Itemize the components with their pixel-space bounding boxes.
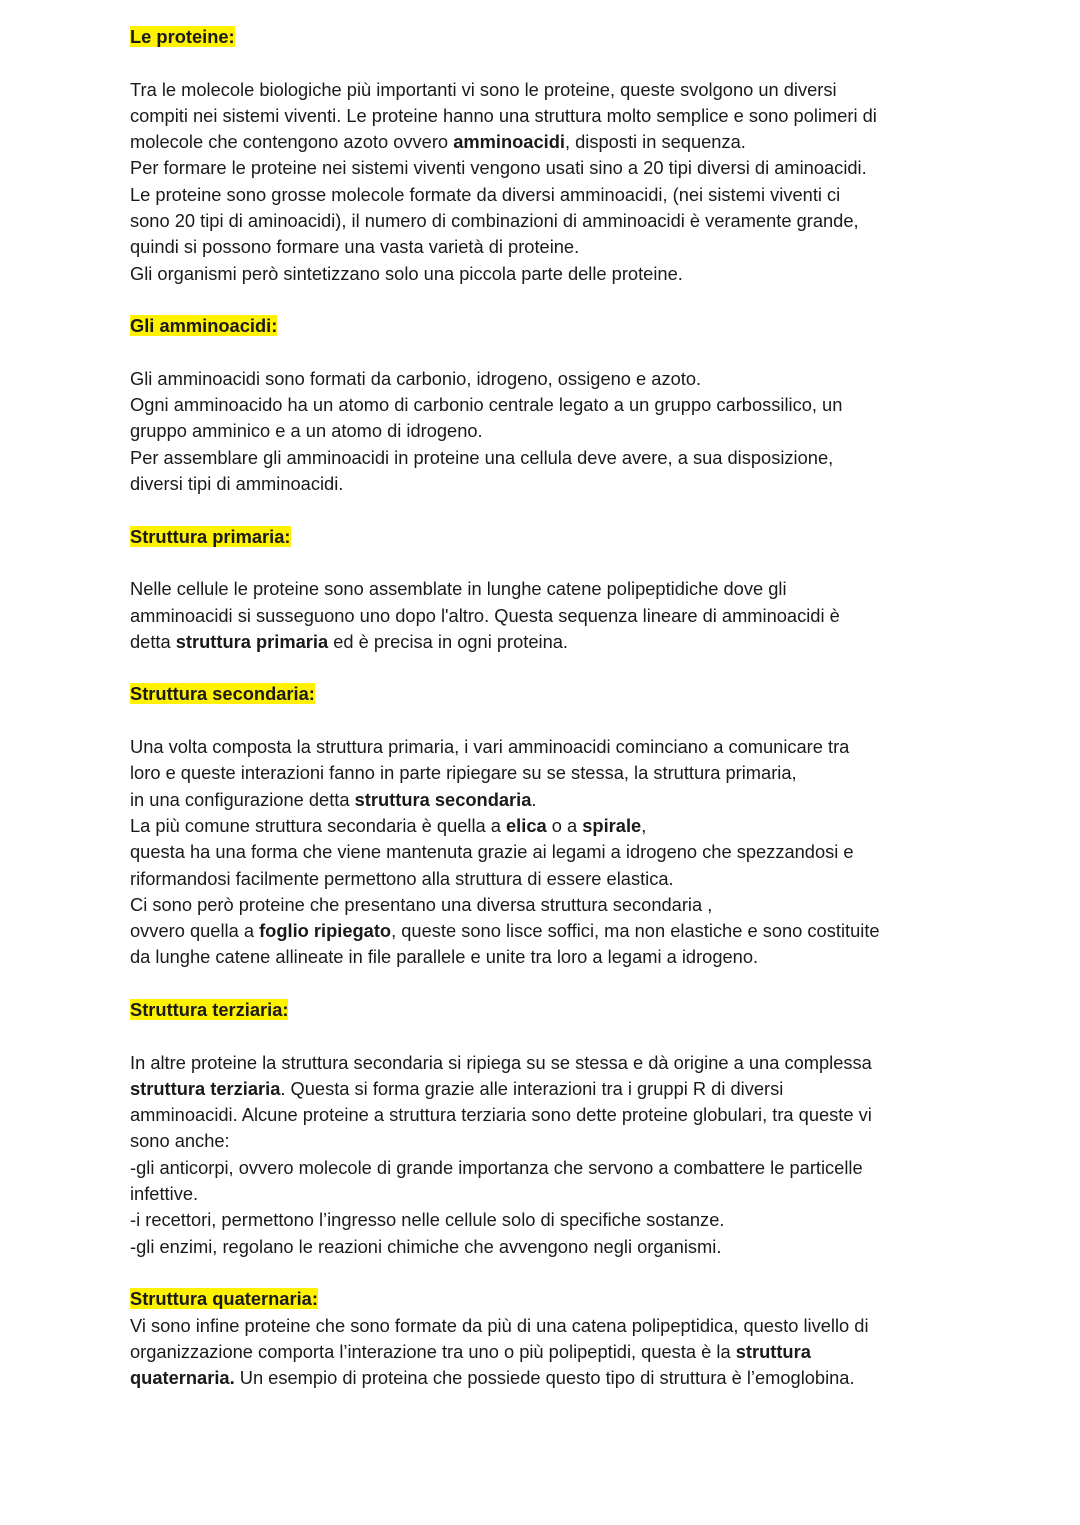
text-line: -i recettori, permettono l’ingresso nelle cellule solo di specifiche sostanze. [130,1209,725,1231]
text-line: Gli organismi però sintetizzano solo una piccola parte delle proteine. [130,262,683,284]
text-line: detta struttura primaria ed è precisa in ogni proteina. [130,630,568,652]
section-struttura-quaternaria [130,1286,960,1391]
section-body [130,77,960,287]
text-line: Gli amminoacidi sono formati da carbonio, idrogeno, ossigeno e azoto. [130,367,702,389]
section-heading: Le proteine: [130,26,235,47]
section-struttura-secondaria [130,681,960,970]
text-line: Una volta composta la struttura primaria, i vari amminoacidi cominciano a comunicare tra [130,736,850,758]
text-line: riformandosi facilmente permettono alla struttura di essere elastica. [130,867,674,889]
text-line: La più comune struttura secondaria è quella a elica o a spirale, [130,814,647,836]
text-line: questa ha una forma che viene mantenuta grazie ai legami a idrogeno che spezzandosi e [130,841,854,863]
bold-term: foglio ripiegato [259,920,392,942]
text-line: Ogni amminoacido ha un atomo di carbonio centrale legato a un gruppo carbossilico, un [130,394,843,416]
section-heading: Struttura quaternaria: [130,1288,318,1310]
text-line: gruppo amminico e a un atomo di idrogeno. [130,420,483,442]
bold-term: spirale [582,814,642,836]
text-line: Vi sono infine proteine che sono formate da più di una catena polipeptidica, questo livello di [130,1314,869,1336]
bold-term: quaternaria. [130,1367,235,1389]
text-line: Le proteine sono grosse molecole formate da diversi amminoacidi, (nei sistemi viventi ci [130,183,841,205]
text-line: In altre proteine la struttura secondaria si ripiega su se stessa e dà origine a una complessa [130,1051,872,1073]
bold-term: struttura [735,1340,811,1362]
section-heading: Gli amminoacidi: [130,315,278,337]
text-line: amminoacidi. Alcune proteine a struttura terziaria sono dette proteine globulari, tra queste vi [130,1104,872,1126]
text-line: Tra le molecole biologiche più importanti vi sono le proteine, queste svolgono un diversi [130,78,837,100]
document-page [130,24,960,1391]
section-struttura-primaria [130,524,960,655]
section-body [130,734,960,971]
text-line: Nelle cellule le proteine sono assemblate in lunghe catene polipeptidiche dove gli [130,578,787,600]
section-heading: Struttura secondaria: [130,683,315,705]
text-line: Per formare le proteine nei sistemi viventi vengono usati sino a 20 tipi diversi di aminoacidi. [130,157,867,179]
section-body [130,1050,960,1260]
section-proteine [130,24,960,287]
text-line: sono anche: [130,1130,230,1152]
text-line: organizzazione comporta l’interazione tra uno o più polipeptidi, questa è la struttura [130,1340,811,1362]
section-heading: Struttura terziaria: [130,998,289,1020]
text-line: Per assemblare gli amminoacidi in proteine una cellula deve avere, a sua disposizione, [130,446,834,468]
text-line: ovvero quella a foglio ripiegato, queste sono lisce soffici, ma non elastiche e sono costituite [130,920,880,942]
section-body [130,366,960,497]
bold-term: struttura primaria [175,630,329,652]
bold-term: struttura secondaria [354,788,532,810]
text-line: Ci sono però proteine che presentano una diversa struttura secondaria , [130,893,713,915]
text-line: struttura terziaria. Questa si forma grazie alle interazioni tra i gruppi R di diversi [130,1077,784,1099]
text-line: in una configurazione detta struttura secondaria. [130,788,537,810]
text-line: molecole che contengono azoto ovvero amminoacidi, disposti in sequenza. [130,131,746,153]
text-line: loro e queste interazioni fanno in parte ripiegare su se stessa, la struttura primaria, [130,762,797,784]
text-line: -gli anticorpi, ovvero molecole di grande importanza che servono a combattere le particelle [130,1156,863,1178]
section-body [130,576,960,655]
bold-term: struttura terziaria [130,1077,281,1099]
text-line: sono 20 tipi di aminoacidi), il numero di combinazioni di amminoacidi è veramente grande, [130,210,859,232]
text-line: quindi si possono formare una vasta varietà di proteine. [130,236,580,258]
text-line: quaternaria. Un esempio di proteina che possiede questo tipo di struttura è l’emoglobina. [130,1367,855,1389]
text-line: diversi tipi di amminoacidi. [130,473,344,495]
text-line: -gli enzimi, regolano le reazioni chimiche che avvengono negli organismi. [130,1235,722,1257]
section-body [130,1313,960,1392]
section-amminoacidi [130,313,960,497]
bold-term: elica [506,814,547,836]
bold-term: amminoacidi [453,131,565,153]
text-line: infettive. [130,1183,199,1205]
text-line: da lunghe catene allineate in file parallele e unite tra loro a legami a idrogeno. [130,946,759,968]
text-line: compiti nei sistemi viventi. Le proteine hanno una struttura molto semplice e sono polimeri di [130,104,877,126]
section-heading: Struttura primaria: [130,525,291,547]
section-struttura-terziaria [130,997,960,1260]
text-line: amminoacidi si susseguono uno dopo l'altro. Questa sequenza lineare di amminoacidi è [130,604,840,626]
